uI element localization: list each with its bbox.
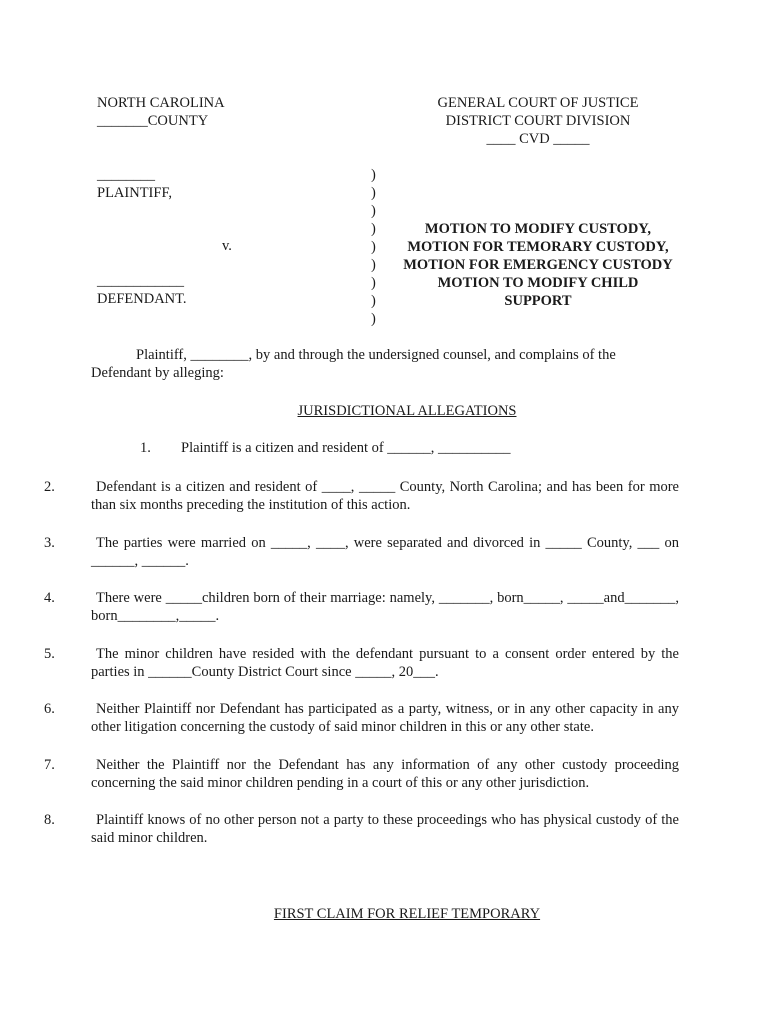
header-right — [398, 94, 678, 148]
motion-title-line: SUPPORT — [504, 293, 572, 309]
caption-paren: ) — [371, 275, 376, 291]
allegation-text: There were _____children born of their marriage: namely, _______, born_____, _____and_______, born________,_____. — [91, 590, 679, 624]
allegation-number: 3. — [44, 535, 55, 551]
plaintiff-label: PLAINTIFF, — [97, 185, 172, 201]
plaintiff-block — [97, 166, 172, 202]
allegation-text: The minor children have resided with the defendant pursuant to a consent order entered by the parties in ______County District Court since _____, 20___. — [91, 646, 679, 680]
motion-title-line: MOTION TO MODIFY CHILD — [437, 275, 639, 291]
defendant-blank: ____________ — [97, 273, 184, 289]
caption-paren: ) — [371, 239, 376, 255]
allegation-number: 5. — [44, 646, 55, 662]
first-claim-heading: FIRST CLAIM FOR RELIEF TEMPORARY — [273, 906, 541, 922]
caption-paren: ) — [371, 293, 376, 309]
allegation-text: Defendant is a citizen and resident of ____, _____ County, North Carolina; and has been for more than six months preceding the institution of this action. — [91, 479, 679, 513]
intro-line-2: Defendant by alleging: — [91, 365, 224, 381]
versus-label: v. — [222, 238, 232, 254]
caption-paren: ) — [371, 185, 376, 201]
motion-title-line: MOTION FOR TEMORARY CUSTODY, — [407, 239, 669, 255]
allegation-text: Plaintiff knows of no other person not a party to these proceedings who has physical custody of the said minor children. — [91, 812, 679, 846]
caption-paren: ) — [371, 221, 376, 237]
allegation-text: Neither the Plaintiff nor the Defendant has any information of any other custody proceeding concerning the said minor children pending in a court of this or any other jurisdiction. — [91, 757, 679, 791]
motion-title-line: MOTION FOR EMERGENCY CUSTODY — [403, 257, 673, 273]
jurisdictional-heading: JURISDICTIONAL ALLEGATIONS — [297, 403, 517, 419]
motion-title-line: MOTION TO MODIFY CUSTODY, — [424, 221, 652, 237]
caption-paren: ) — [371, 311, 376, 327]
defendant-block — [97, 272, 187, 308]
intro-line-1: Plaintiff, ________, by and through the undersigned counsel, and complains of the — [136, 347, 616, 363]
allegation-text: Neither Plaintiff nor Defendant has participated as a party, witness, or in any other capacity in any other litigation concerning the custody of said minor children in this or any other state. — [91, 701, 679, 735]
allegation-text: The parties were married on _____, ____, were separated and divorced in _____ County, ___ on ______, ______. — [91, 535, 679, 569]
caption-paren: ) — [371, 167, 376, 183]
division-name: DISTRICT COURT DIVISION — [445, 113, 631, 129]
allegation-number: 6. — [44, 701, 55, 717]
caption-paren: ) — [371, 257, 376, 273]
court-name: GENERAL COURT OF JUSTICE — [437, 95, 639, 111]
caption-divider — [371, 166, 376, 328]
motion-title — [383, 220, 693, 310]
allegation-number: 8. — [44, 812, 55, 828]
defendant-label: DEFENDANT. — [97, 291, 187, 307]
allegation-number: 7. — [44, 757, 55, 773]
caption-paren: ) — [371, 203, 376, 219]
state-name: NORTH CAROLINA — [97, 95, 225, 111]
allegation-number: 1. — [140, 440, 151, 456]
file-number: ____ CVD _____ — [486, 131, 590, 147]
allegation-text: Plaintiff is a citizen and resident of ______, __________ — [181, 440, 511, 456]
allegation-number: 2. — [44, 479, 55, 495]
plaintiff-blank: ________ — [97, 167, 155, 183]
allegation-number: 4. — [44, 590, 55, 606]
county-name: _______COUNTY — [97, 113, 209, 129]
header-left — [97, 94, 225, 130]
